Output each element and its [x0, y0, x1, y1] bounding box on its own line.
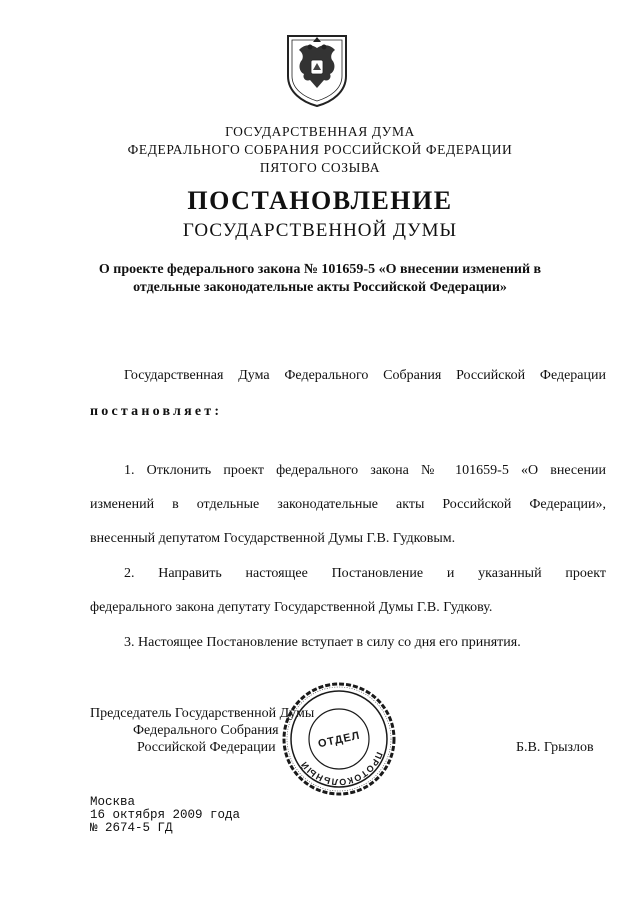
signatory-title-line-1: Председатель Государственной Думы: [90, 706, 315, 721]
item-3: 3. Настоящее Постановление вступает в силу со дня его принятия.: [124, 635, 521, 650]
item-1-line-1: 1. Отклонить проект федерального закона № 101659-5 «О внесении: [124, 463, 606, 478]
document-subtitle: ГОСУДАРСТВЕННОЙ ДУМЫ: [182, 220, 458, 241]
issuer-line-3: ПЯТОГО СОЗЫВА: [259, 160, 381, 175]
decree-word: постановляет:: [90, 404, 223, 419]
signatory-title-line-2: Федерального Собрания: [133, 723, 279, 738]
footer-city: Москва: [90, 795, 136, 809]
issuer-line-1: ГОСУДАРСТВЕННАЯ ДУМА: [225, 124, 415, 139]
stamp-center-text: ОТДЕЛ: [316, 729, 362, 751]
signatory-name: Б.В. Грызлов: [516, 740, 594, 755]
item-1-line-2: изменений в отдельные законодательные акты Российской Федерации»,: [90, 497, 606, 512]
footer-date: 16 октября 2009 года: [90, 808, 241, 822]
subject-line-2: отдельные законодательные акты Российской Федерации»: [133, 280, 507, 295]
subject-line-1: О проекте федерального закона № 101659-5 «О внесении изменений в: [98, 262, 542, 277]
official-stamp: [280, 680, 398, 798]
stamp-ring-text: ПРОТОКОЛЬНЫЙ: [298, 750, 385, 788]
footer-number: № 2674-5 ГД: [90, 821, 173, 835]
item-1-line-3: внесенный депутатом Государственной Думы Г.В. Гудковым.: [90, 531, 456, 546]
document-title: ПОСТАНОВЛЕНИЕ: [187, 186, 453, 215]
coat-of-arms-emblem-icon: [282, 30, 352, 108]
issuer-line-2: ФЕДЕРАЛЬНОГО СОБРАНИЯ РОССИЙСКОЙ ФЕДЕРАЦИИ: [127, 142, 513, 157]
intro-paragraph: Государственная Дума Федерального Собрания Российской Федерации: [124, 368, 606, 383]
item-2-line-2: федерального закона депутату Государственной Думы Г.В. Гудкову.: [90, 600, 493, 615]
signatory-title-line-3: Российской Федерации: [137, 740, 276, 755]
item-2-line-1: 2. Направить настоящее Постановление и указанный проект: [124, 566, 606, 581]
